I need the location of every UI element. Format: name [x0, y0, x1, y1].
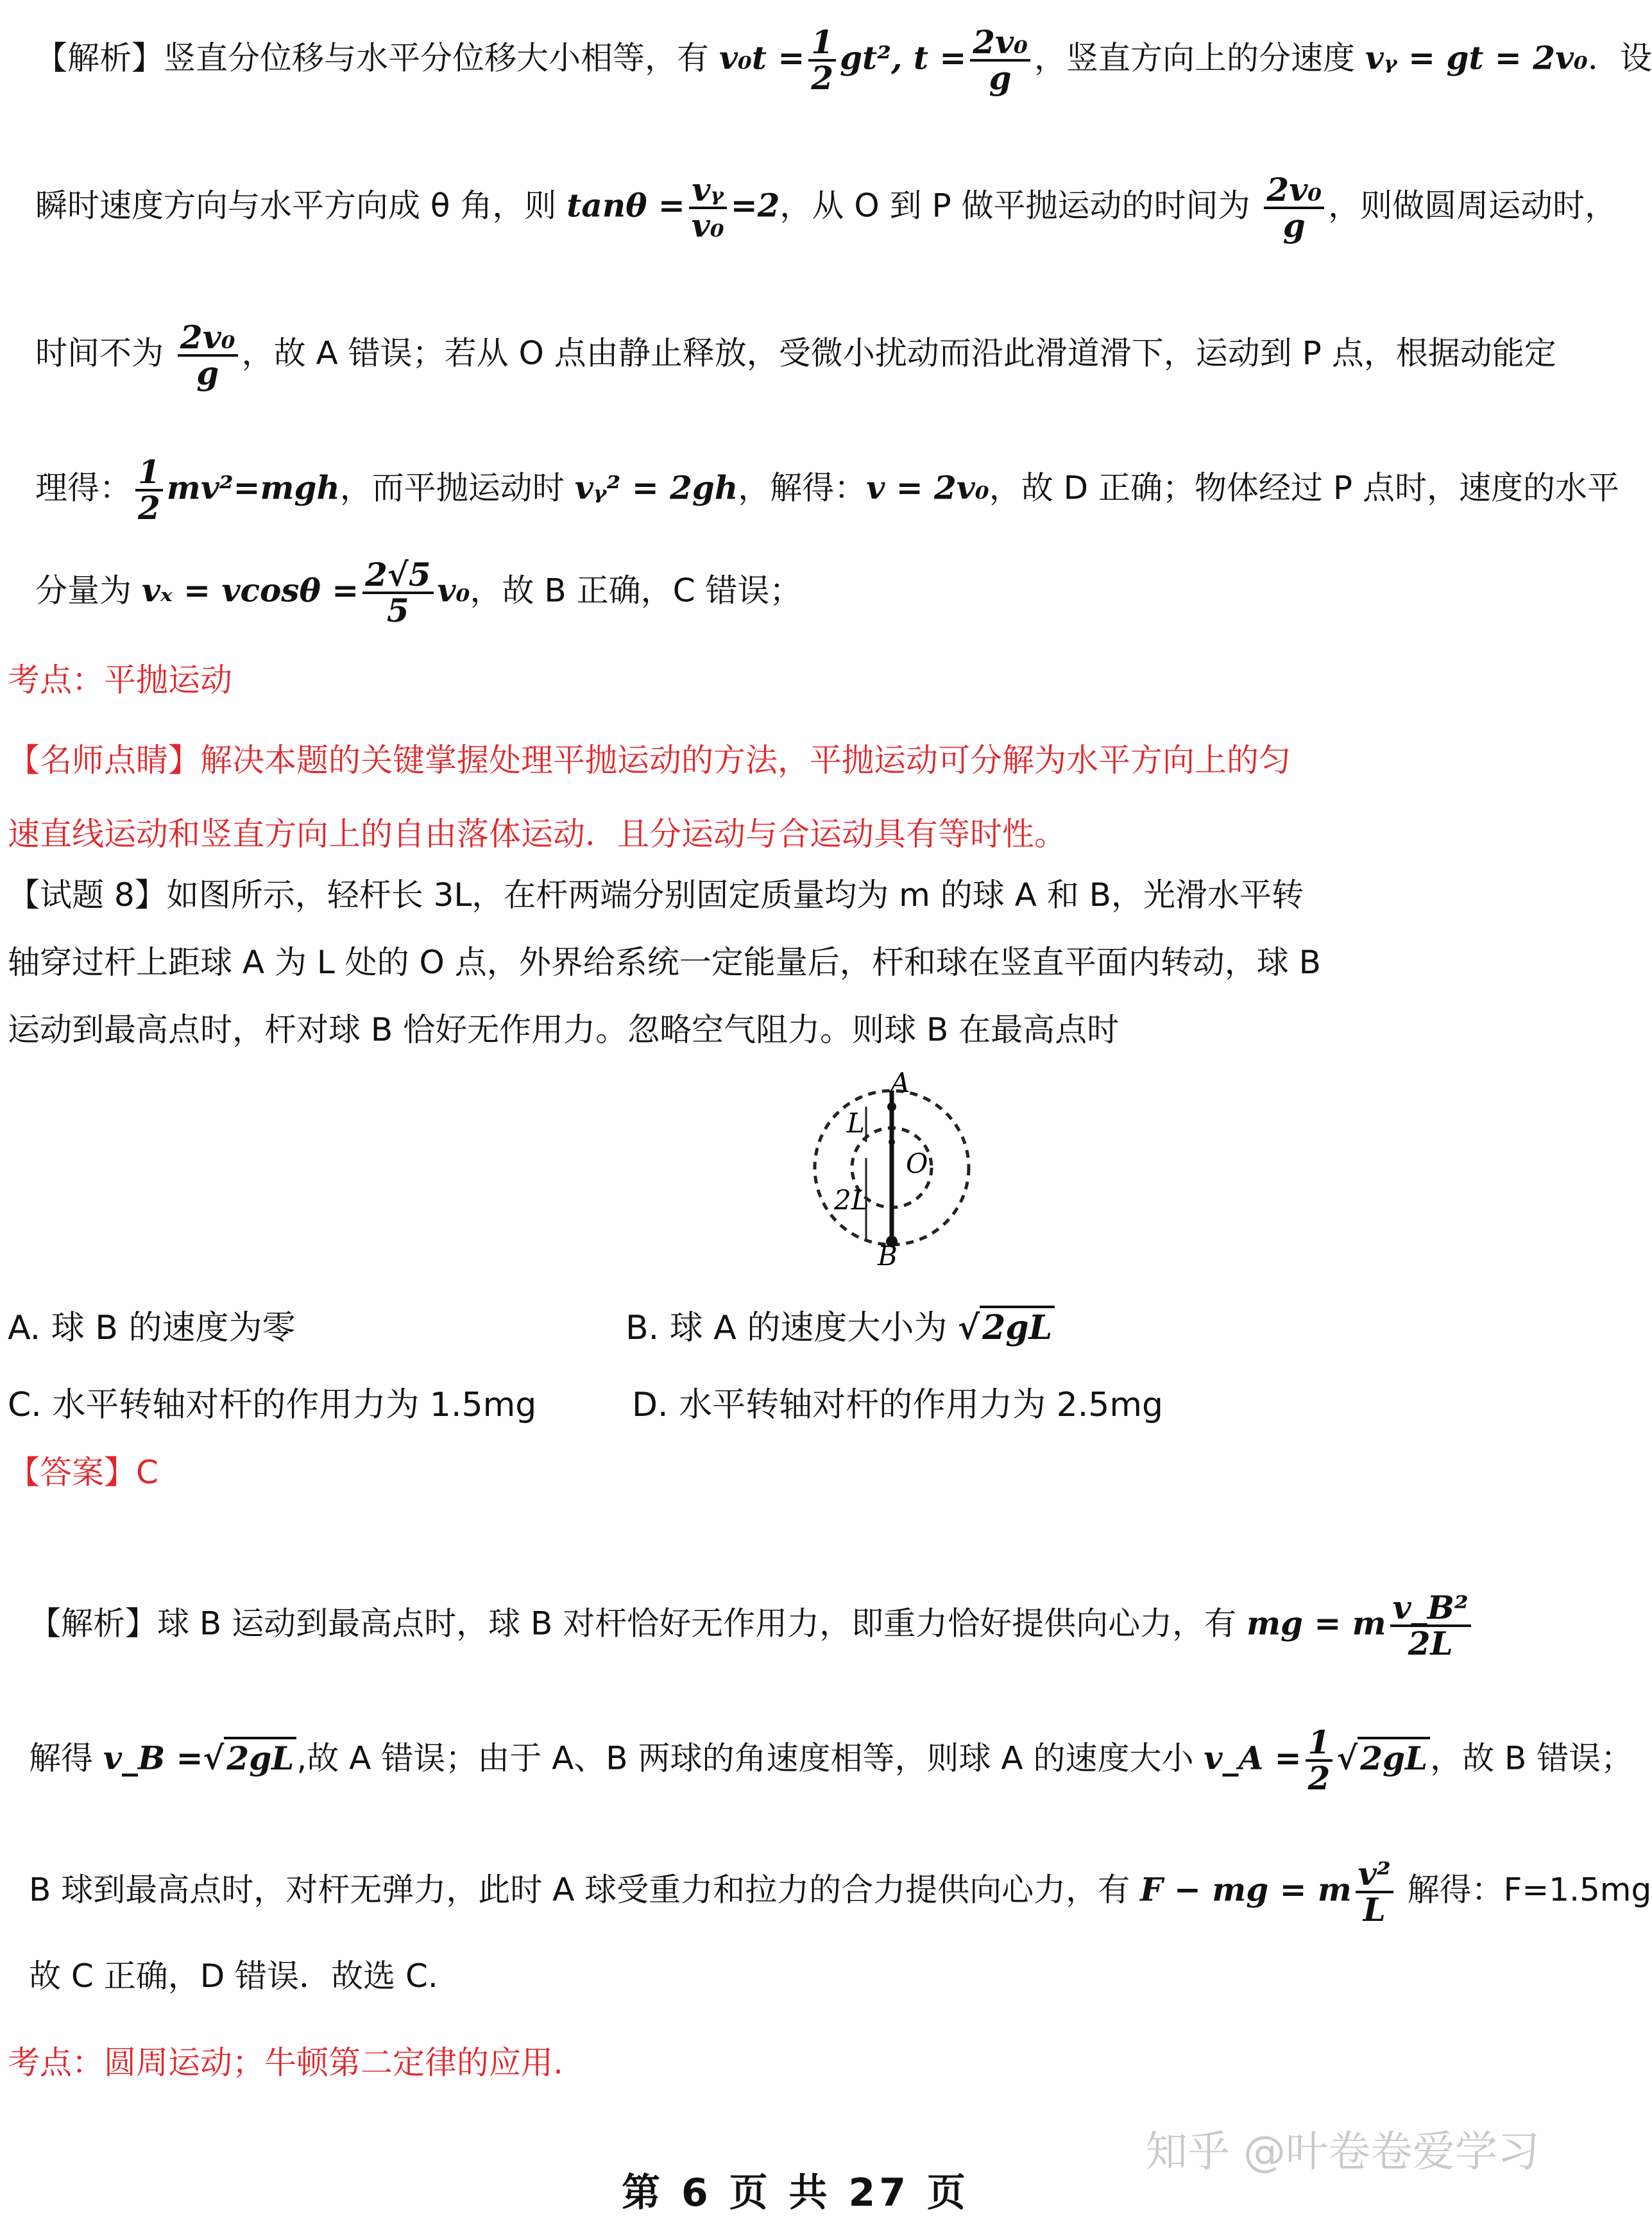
equation: F − mg = m [1140, 1870, 1352, 1909]
fraction-denominator: g [989, 59, 1012, 97]
analysis-line-2 [35, 173, 1617, 243]
option-d: D. 水平转轴对杆的作用力为 2.5mg [632, 1386, 1163, 1424]
fraction-numerator: 2v₀ [178, 321, 238, 357]
text: ,故 A 错误；由于 A、B 两球的角速度相等，则球 A 的速度大小 [296, 1739, 1204, 1777]
equation: mg = m [1247, 1604, 1386, 1642]
text: B 球到最高点时，对杆无弹力，此时 A 球受重力和拉力的合力提供向心力，有 [29, 1871, 1141, 1909]
fraction-denominator: 2 [138, 489, 160, 527]
equation: vᵧ = gt = 2v₀ [1365, 38, 1588, 77]
text: 理得： [35, 469, 132, 507]
key-point-2: 考点：圆周运动；牛顿第二定律的应用. [8, 2044, 563, 2081]
fraction-numerator: vᵧ [689, 173, 727, 209]
equation: v_A = [1204, 1739, 1302, 1777]
option-b [626, 1309, 1055, 1347]
question-line-2: 轴穿过杆上距球 A 为 L 处的 O 点，外界给系统一定能量后，杆和球在竖直平面内转动，球 B [8, 944, 1321, 981]
label-2l: 2L [834, 1184, 869, 1216]
equation: =2 [730, 186, 780, 225]
question-line-3: 运动到最高点时，杆对球 B 恰好无作用力。忽略空气阻力。则球 B 在最高点时 [8, 1011, 1120, 1048]
pivot-o [889, 1139, 895, 1145]
fraction-denominator: g [196, 354, 219, 392]
label-b: B [878, 1240, 898, 1272]
fraction-denominator: 2 [1307, 1759, 1331, 1797]
radicand: 2gL [1358, 1737, 1430, 1777]
text: ，故 A 错误；若从 O 点由静止释放，受微小扰动而沿此滑道滑下，运动到 P 点，根据动能定 [241, 334, 1556, 372]
fraction [808, 23, 836, 97]
sqrt: √2gL [958, 1306, 1055, 1347]
watermark: 知乎 @叶卷卷爱学习 [1145, 2127, 1540, 2176]
fraction-denominator: 5 [386, 592, 409, 629]
fraction [135, 453, 163, 527]
fraction-denominator: g [1282, 207, 1306, 244]
fraction-numerator: 2v₀ [1264, 173, 1324, 209]
text: ，从 O 到 P 做平抛运动的时间为 [779, 187, 1261, 225]
fraction [1264, 173, 1324, 243]
fraction [178, 318, 238, 392]
answer: 【答案】C [8, 1454, 158, 1491]
sqrt: √2gL [1336, 1737, 1430, 1777]
analysis2-line-4: 故 C 正确，D 错误．故选 C. [29, 1957, 438, 1995]
radicand: 2gL [224, 1737, 296, 1777]
fraction-denominator: L [1363, 1891, 1386, 1929]
text: 瞬时速度方向与水平方向成 θ 角，则 [35, 187, 567, 225]
page-footer: 第 6 页 共 27 页 [622, 2170, 969, 2215]
label-o: O [906, 1148, 928, 1179]
analysis-line-4 [35, 453, 1619, 527]
text: 解得：F=1.5mg [1397, 1871, 1652, 1909]
fraction [1306, 1723, 1333, 1797]
ball-a [887, 1102, 896, 1111]
option-a: A. 球 B 的速度为零 [8, 1309, 296, 1347]
fraction-numerator: 2v₀ [970, 26, 1030, 62]
analysis-line-3 [35, 318, 1556, 392]
equation: v_B = [103, 1739, 203, 1777]
fraction-numerator: 1 [808, 26, 836, 62]
analysis-line-5 [35, 558, 801, 627]
fraction [689, 173, 727, 243]
teacher-note-line-1: 【名师点睛】解决本题的关键掌握处理平抛运动的方法，平抛运动可分解为水平方向上的匀 [8, 742, 1291, 779]
equation: vₓ = vcosθ = [141, 571, 359, 610]
fraction-numerator: v_B² [1390, 1591, 1471, 1627]
analysis-line-1 [35, 23, 1652, 97]
fraction-denominator: 2L [1408, 1624, 1453, 1662]
label-l: L [847, 1107, 865, 1139]
text: 【解析】球 B 运动到最高点时，球 B 对杆恰好无作用力，即重力恰好提供向心力，有 [29, 1605, 1247, 1642]
text: B. 球 A 的速度大小为 [626, 1309, 958, 1347]
fraction-numerator: 1 [1306, 1726, 1333, 1762]
fraction-denominator: 2 [811, 59, 834, 97]
question-line-1: 【试题 8】如图所示，轻杆长 3L，在杆两端分别固定质量均为 m 的球 A 和 B，光滑水平转 [8, 876, 1304, 914]
text: ，则做圆周运动时， [1328, 187, 1617, 225]
equation: t = [913, 38, 967, 77]
rod-rotation-figure [796, 1067, 988, 1272]
fraction-numerator: 1 [135, 456, 163, 491]
analysis2-line-2 [29, 1723, 1633, 1797]
equation: v₀ [437, 571, 470, 610]
fraction-numerator: v² [1356, 1857, 1393, 1893]
text: ．设 [1587, 39, 1652, 77]
fraction [1356, 1857, 1393, 1927]
equation: vᵧ² = 2gh [574, 468, 738, 507]
text: ，故 D 正确；物体经过 P 点时，速度的水平 [989, 469, 1619, 507]
equation: v = 2v₀ [866, 468, 989, 507]
analysis2-line-1 [29, 1591, 1475, 1660]
rod-diagram-svg [796, 1067, 988, 1272]
key-point-1: 考点：平抛运动 [8, 661, 232, 699]
analysis2-line-3 [29, 1857, 1651, 1927]
teacher-note-line-2: 速直线运动和竖直方向上的自由落体运动．且分运动与合运动具有等时性。 [8, 815, 1066, 853]
fraction [1390, 1591, 1471, 1660]
text: 时间不为 [35, 334, 174, 372]
fraction-numerator: 2√5 [362, 558, 433, 594]
text: 【解析】竖直分位移与水平分位移大小相等，有 [35, 39, 719, 77]
sqrt: √2gL [203, 1737, 297, 1777]
text: ，故 B 错误； [1430, 1739, 1633, 1777]
equation: tanθ = [566, 186, 685, 225]
option-c: C. 水平转轴对杆的作用力为 1.5mg [8, 1386, 537, 1424]
text: ，解得： [738, 469, 867, 507]
fraction-denominator: v₀ [691, 207, 724, 244]
fraction [362, 558, 433, 627]
equation: mv²=mgh [166, 468, 340, 507]
text: ，竖直方向上的分速度 [1034, 39, 1365, 77]
text: ，故 B 正确，C 错误； [470, 572, 802, 610]
text: 分量为 [35, 572, 142, 610]
radicand: 2gL [980, 1306, 1055, 1347]
text: ，而平抛运动时 [339, 469, 575, 507]
text: 解得 [29, 1739, 103, 1777]
label-a: A [890, 1067, 910, 1098]
fraction [970, 23, 1030, 97]
equation: v₀t = [719, 38, 805, 77]
equation: gt², [840, 38, 914, 77]
